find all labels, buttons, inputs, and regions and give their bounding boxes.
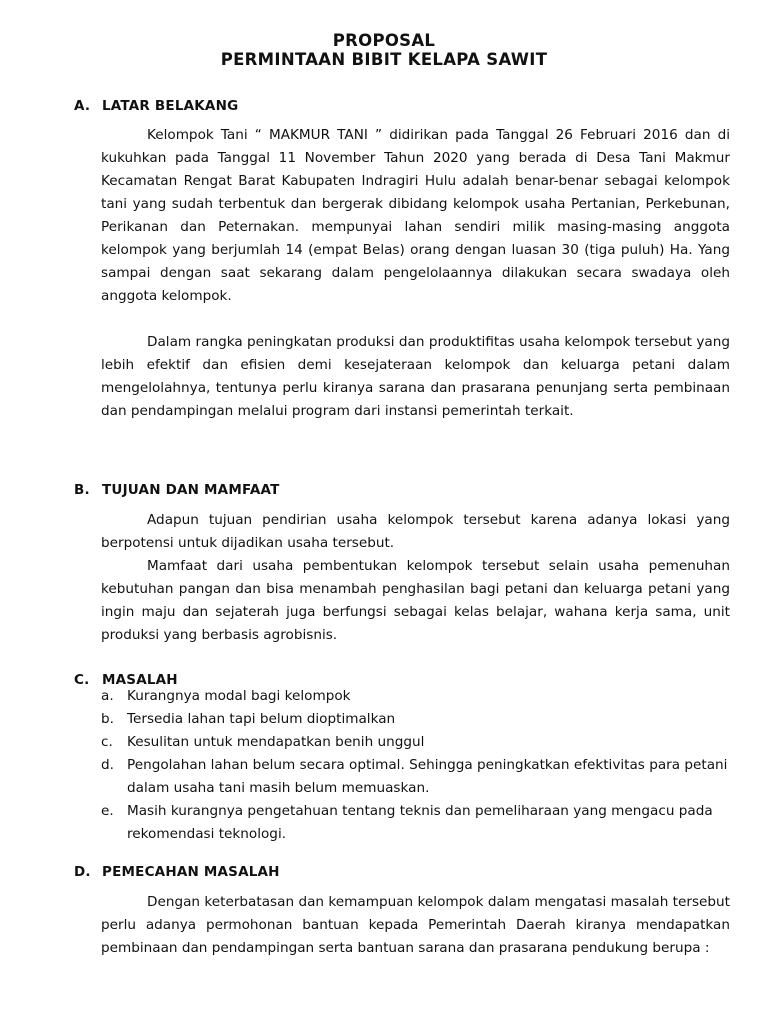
list-marker: b. [101,711,114,727]
section-letter: C. [74,672,90,688]
problem-list [101,685,730,846]
section-heading-b [74,481,280,499]
paragraph: Dalam rangka peningkatan produksi dan produktifitas usaha kelompok tersebut yang lebih efektif dan efisien demi kesejateraan kelompok dan keluarga petani dalam mengelolahnya, tentunya perlu kiranya sarana dan prasarana penunjang serta pembinaan dan pendampingan melalui program dari instansi pemerintah terkait. [101,334,730,419]
list-item [101,754,730,800]
list-item-text: Kesulitan untuk mendapatkan benih unggul [127,734,425,750]
document-subtitle: PERMINTAAN BIBIT KELAPA SAWIT [220,50,548,69]
list-item [101,800,730,846]
section-letter: B. [74,482,90,498]
list-marker: a. [101,688,114,704]
paragraph: Adapun tujuan pendirian usaha kelompok tersebut karena adanya lokasi yang berpotensi untuk dijadikan usaha tersebut. [101,512,730,551]
paragraph: Mamfaat dari usaha pembentukan kelompok tersebut selain usaha pemenuhan kebutuhan pangan dan bisa menambah penghasilan bagi petani dan keluarga petani yang ingin maju dan sejaterah juga berfungsi sebagai kelas belajar, wahana kerja sama, unit produksi yang berbasis agrobisnis. [101,558,730,643]
section-letter: A. [74,98,91,114]
list-marker: c. [101,734,113,750]
list-item-text: Pengolahan lahan belum secara optimal. Sehingga peningkatkan efektivitas para petani dalam usaha tani masih belum memuaskan. [127,757,728,796]
paragraph: Kelompok Tani “ MAKMUR TANI ” didirikan pada Tanggal 26 Februari 2016 dan di kukuhkan pada Tanggal 11 November Tahun 2020 yang berada di Desa Tani Makmur Kecamatan Rengat Barat Kabupaten Indragiri Hulu adalah benar-benar sebagai kelompok tani yang sudah terbentuk dan bergerak dibidang kelompok usaha Pertanian, Perkebunan, Perikanan dan Peternakan. mempunyai lahan sendiri milik masing-masing anggota kelompok yang berjumlah 14 (empat Belas) orang dengan luasan 30 (tiga puluh) Ha. Yang sampai dengan saat sekarang dalam pengelolaannya dilakukan secara swadaya oleh anggota kelompok. [101,127,730,304]
document-title: PROPOSAL [332,31,436,50]
section-heading-d [74,863,280,881]
list-item-text: Tersedia lahan tapi belum dioptimalkan [127,711,396,727]
list-item [101,708,730,731]
paragraph: Dengan keterbatasan dan kemampuan kelompok dalam mengatasi masalah tersebut perlu adanya permohonan bantuan kepada Pemerintah Daerah kiranya mendapatkan pembinaan dan pendampingan serta bantuan sarana dan prasarana pendukung berupa : [101,894,730,956]
list-item-text: Masih kurangnya pengetahuan tentang teknis dan pemeliharaan yang mengacu pada rekomendasi teknologi. [127,803,713,842]
section-letter: D. [74,864,91,880]
list-marker: d. [101,757,114,773]
list-item [101,731,730,754]
section-title: PEMECAHAN MASALAH [102,864,280,880]
list-marker: e. [101,803,114,819]
section-heading-a [74,97,238,115]
list-item-text: Kurangnya modal bagi kelompok [127,688,351,704]
section-title: TUJUAN DAN MAMFAAT [102,482,280,498]
section-title: LATAR BELAKANG [102,98,239,114]
section-title: MASALAH [102,672,178,688]
list-item [101,685,730,708]
